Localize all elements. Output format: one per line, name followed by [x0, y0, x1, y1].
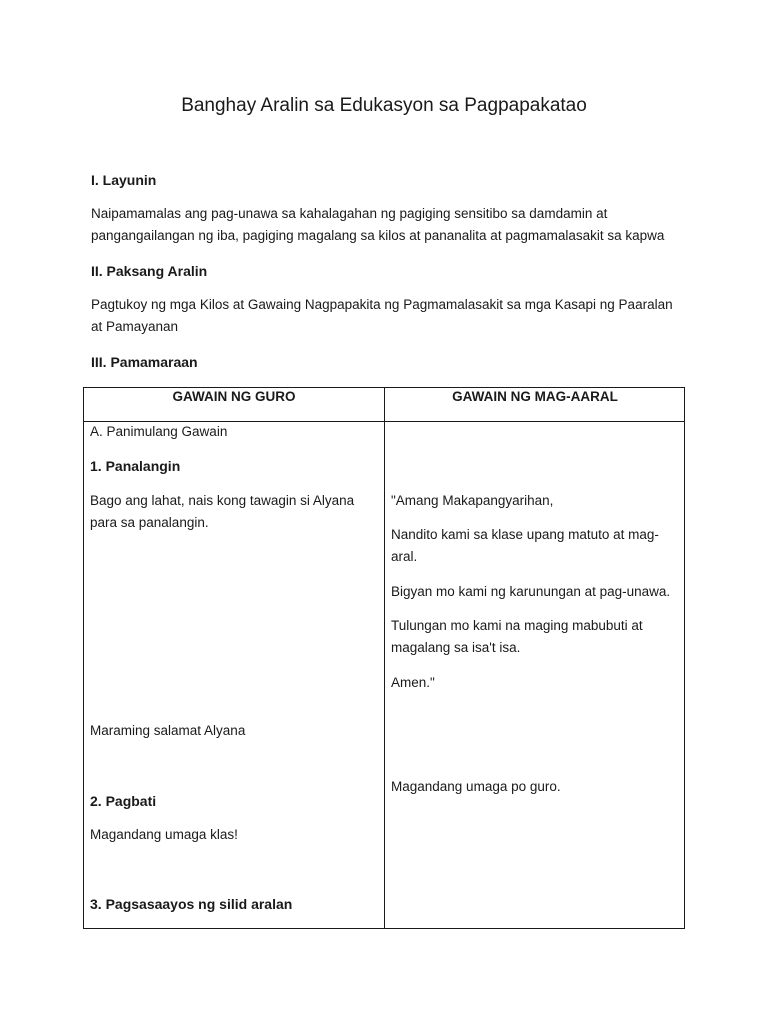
paksang-aralin-line: Pagtukoy ng mga Kilos at Gawaing Nagpapakita ng Pagmamalasakit sa mga Kasapi ng Paaralan — [91, 297, 673, 312]
prayer-line: Tulungan mo kami na maging mabubuti at — [391, 618, 643, 633]
prayer-line: Amen." — [391, 675, 435, 690]
panalangin-instruction-line: para sa panalangin. — [90, 515, 209, 530]
prayer-line: Bigyan mo kami ng karunungan at pag-unawa. — [391, 584, 671, 599]
pagbati-text: Magandang umaga klas! — [90, 827, 238, 842]
prayer-line: magalang sa isa't isa. — [391, 640, 521, 655]
layunin-line: Naipamamalas ang pag-unawa sa kahalagahan ng pagiging sensitibo sa damdamin at — [91, 206, 608, 221]
pagbati-response: Magandang umaga po guro. — [391, 779, 561, 794]
layunin-line: pangangailangan ng iba, pagiging magalang sa kilos at pananalita at pagmamalasakit sa kapwa — [91, 228, 665, 243]
header-label: GAWAIN NG MAG-AARAL — [452, 389, 618, 404]
header-label: GAWAIN NG GURO — [172, 389, 296, 404]
lesson-plan-table — [83, 387, 685, 929]
pamamaraan-heading: III. Pamamaraan — [91, 354, 198, 370]
paksang-aralin-paragraph — [91, 294, 691, 338]
panalangin-instruction-line: Bago ang lahat, nais kong tawagin si Alyana — [90, 493, 355, 508]
header-gawain-ng-guro — [84, 388, 384, 421]
header-gawain-ng-mag-aaral — [385, 388, 685, 421]
document-title: Banghay Aralin sa Edukasyon sa Pagpapakatao — [181, 95, 587, 116]
column-divider — [384, 388, 385, 928]
salamat-text: Maraming salamat Alyana — [90, 723, 246, 738]
layunin-paragraph — [91, 203, 691, 247]
pagbati-heading: 2. Pagbati — [90, 793, 157, 809]
panimulang-gawain-label: A. Panimulang Gawain — [90, 424, 228, 439]
layunin-heading: I. Layunin — [91, 172, 157, 188]
prayer-line: aral. — [391, 549, 418, 564]
paksang-aralin-heading: II. Paksang Aralin — [91, 263, 208, 279]
prayer-line: "Amang Makapangyarihan, — [391, 493, 554, 508]
panalangin-heading: 1. Panalangin — [90, 458, 181, 474]
paksang-aralin-line: at Pamayanan — [91, 319, 179, 334]
prayer-line: Nandito kami sa klase upang matuto at mag- — [391, 527, 659, 542]
pagsasaayos-heading: 3. Pagsasaayos ng silid aralan — [90, 896, 293, 912]
